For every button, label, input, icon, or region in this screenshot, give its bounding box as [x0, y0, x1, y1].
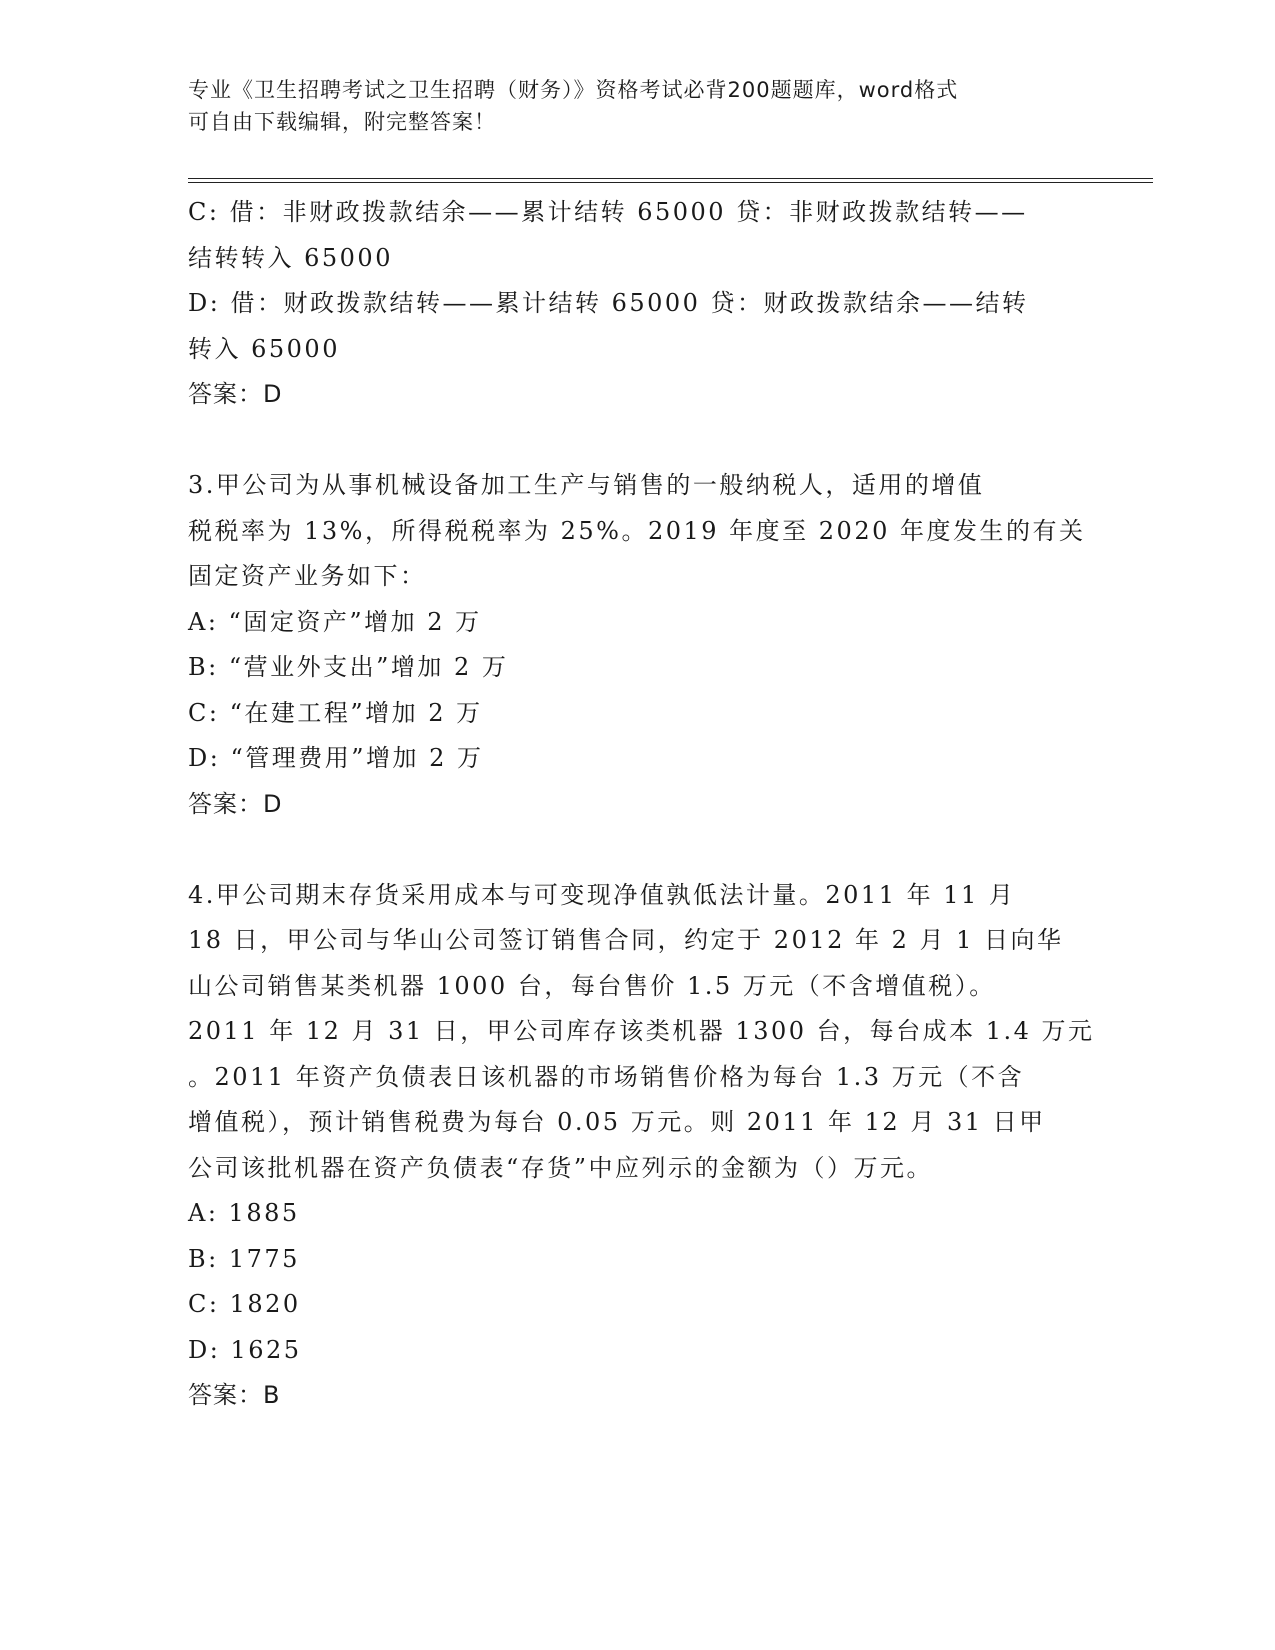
question-2-tail	[188, 190, 1088, 418]
question-stem-line: 固定资产业务如下：	[188, 562, 427, 590]
option-a: A: “固定资产”增加 2 万	[188, 607, 482, 636]
spacer	[188, 418, 1088, 464]
spacer	[188, 827, 1088, 873]
question-stem-line: 3.甲公司为从事机械设备加工生产与销售的一般纳税人，适用的增值	[188, 471, 985, 499]
option-c: C: 1820	[188, 1290, 301, 1318]
question-4	[188, 873, 1095, 1419]
option-a: A: 1885	[188, 1199, 300, 1227]
header-divider	[188, 178, 1153, 183]
question-stem-line: 公司该批机器在资产负债表“存货”中应列示的金额为（）万元。	[188, 1153, 934, 1182]
question-stem-line: 增值税），预计销售税费为每台 0.05 万元。则 2011 年 12 月 31 日甲	[188, 1108, 1046, 1136]
answer: 答案：D	[188, 380, 283, 408]
header-title-line-2: 可自由下载编辑，附完整答案！	[188, 110, 496, 134]
question-content	[188, 190, 1095, 1419]
question-stem-line: 山公司销售某类机器 1000 台，每台售价 1.5 万元（不含增值税）。	[188, 971, 996, 1000]
question-stem-line: 。2011 年资产负债表日该机器的市场销售价格为每台 1.3 万元（不含	[188, 1062, 1025, 1091]
answer: 答案：B	[188, 1381, 281, 1409]
answer: 答案：D	[188, 789, 283, 818]
page-header	[188, 74, 1068, 138]
option-d-line-1: D: 借：财政拨款结转——累计结转 65000 贷：财政拨款结余——结转	[188, 289, 1029, 317]
option-c-line-2: 结转转入 65000	[188, 243, 393, 272]
option-d: D: “管理费用”增加 2 万	[188, 744, 484, 772]
question-stem-line: 4.甲公司期末存货采用成本与可变现净值孰低法计量。2011 年 11 月	[188, 880, 1016, 909]
option-b: B: “营业外支出”增加 2 万	[188, 653, 509, 681]
option-c-line-1: C: 借：非财政拨款结余——累计结转 65000 贷：非财政拨款结转——	[188, 198, 1028, 226]
header-title-line-1: 专业《卫生招聘考试之卫生招聘（财务）》资格考试必背200题题库，word格式	[188, 78, 959, 102]
question-stem-line: 税税率为 13%，所得税税率为 25%。2019 年度至 2020 年度发生的有关	[188, 516, 1086, 545]
question-stem-line: 18 日，甲公司与华山公司签订销售合同，约定于 2012 年 2 月 1 日向华	[188, 926, 1064, 954]
question-3	[188, 463, 1088, 827]
option-d-line-2: 转入 65000	[188, 334, 340, 363]
option-d: D: 1625	[188, 1335, 302, 1364]
option-b: B: 1775	[188, 1244, 300, 1273]
option-c: C: “在建工程”增加 2 万	[188, 698, 483, 727]
question-stem-line: 2011 年 12 月 31 日，甲公司库存该类机器 1300 台，每台成本 1.4 万元	[188, 1017, 1095, 1045]
